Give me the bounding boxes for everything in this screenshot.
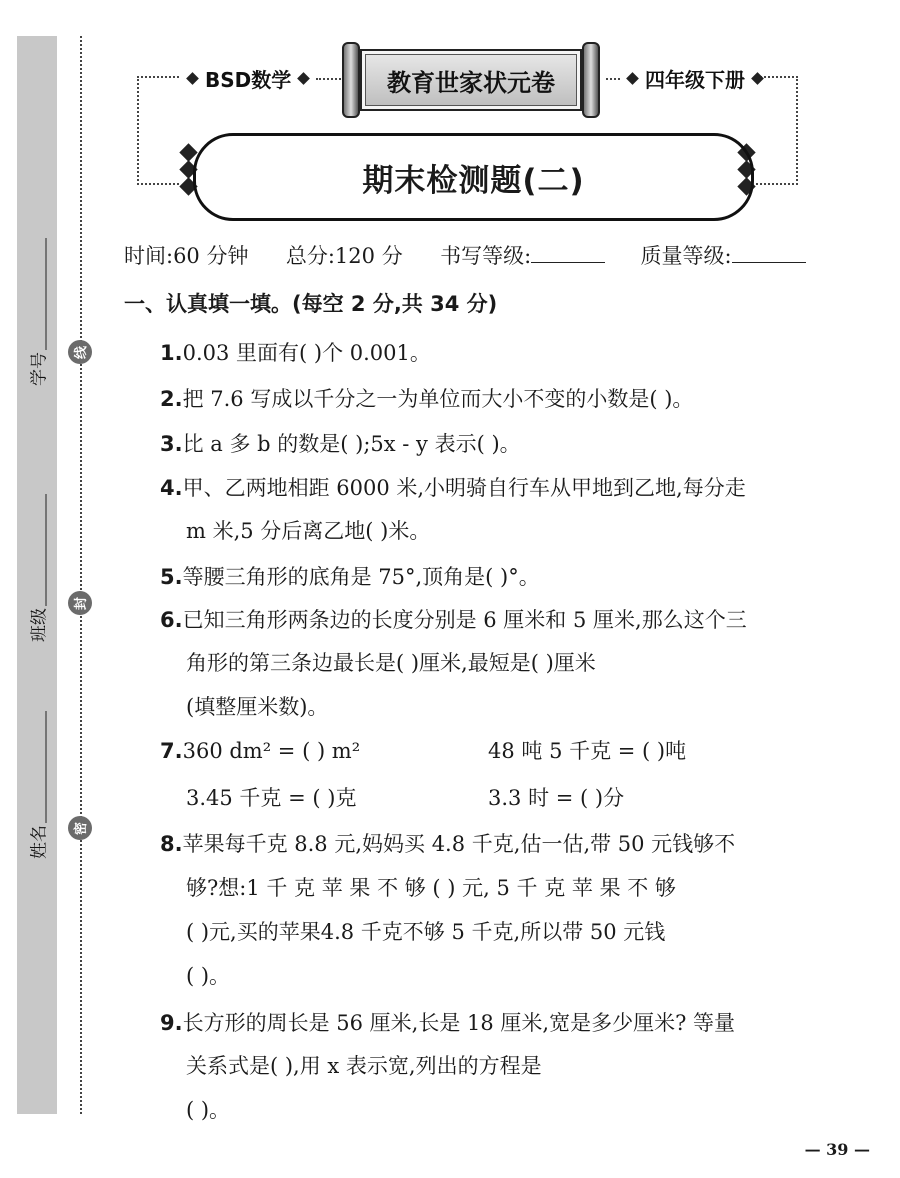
left-bracket — [137, 76, 179, 185]
q7-part-d[interactable]: 3.3 时 = ( )分 — [488, 786, 625, 810]
question-4-cont[interactable]: m 米,5 分后离乙地( )米。 — [186, 519, 431, 543]
question-8-line4[interactable]: ( )。 — [186, 964, 231, 988]
question-8[interactable]: 8.苹果每千克 8.8 元,妈妈买 4.8 千克,估一估,带 50 元钱够不 — [160, 832, 736, 856]
question-6-cont[interactable]: 角形的第三条边最长是( )厘米,最短是( )厘米 — [186, 651, 596, 675]
subject-tag: BSD数学 — [180, 64, 344, 93]
diamond-icon — [626, 72, 639, 85]
quality-grade-label: 质量等级: — [640, 244, 732, 268]
grade-tag: 四年级下册 — [606, 64, 770, 93]
class-field[interactable] — [25, 494, 50, 642]
question-2[interactable]: 2.把 7.6 写成以千分之一为单位而大小不变的小数是( )。 — [160, 387, 694, 411]
scroll-roll-left — [342, 42, 360, 118]
seal-line-badge: 线 — [68, 340, 92, 364]
question-9-line3[interactable]: ( )。 — [186, 1098, 231, 1122]
student-id-field[interactable] — [25, 238, 50, 386]
writing-grade-label: 书写等级: — [440, 244, 532, 268]
class-blank[interactable] — [28, 494, 47, 606]
q7-part-c[interactable]: 3.45 千克 = ( )克 — [186, 786, 357, 810]
seal-seal-badge: 封 — [68, 591, 92, 615]
question-6-note: (填整厘米数)。 — [186, 695, 329, 719]
question-4[interactable]: 4.甲、乙两地相距 6000 米,小明骑自行车从甲地到乙地,每分走 — [160, 476, 746, 500]
scroll-roll-right — [582, 42, 600, 118]
question-1[interactable]: 1.0.03 里面有( )个 0.001。 — [160, 341, 431, 365]
diamond-icon — [297, 72, 310, 85]
series-title: 教育世家状元卷 — [360, 49, 582, 111]
writing-grade-blank[interactable] — [531, 244, 605, 263]
seal-secret-badge: 密 — [68, 816, 92, 840]
question-8-line3[interactable]: ( )元,买的苹果4.8 千克不够 5 千克,所以带 50 元钱 — [186, 920, 666, 944]
name-blank[interactable] — [28, 711, 47, 823]
student-id-label: 学号 — [29, 352, 50, 386]
info-row — [124, 244, 806, 267]
diamond-icon — [186, 72, 199, 85]
series-banner — [342, 45, 600, 115]
page-number: — 39 — — [804, 1140, 870, 1159]
question-9-line2[interactable]: 关系式是( ),用 x 表示宽,列出的方程是 — [186, 1054, 542, 1078]
total-info: 总分:120 分 — [285, 244, 403, 268]
question-8-line2[interactable]: 够?想:1 千 克 苹 果 不 够 ( ) 元, 5 千 克 苹 果 不 够 — [186, 876, 676, 900]
class-label: 班级 — [29, 608, 50, 642]
quality-grade-blank[interactable] — [732, 244, 806, 263]
question-6[interactable]: 6.已知三角形两条边的长度分别是 6 厘米和 5 厘米,那么这个三 — [160, 608, 747, 632]
exam-title: 期末检测题(二) — [362, 162, 585, 199]
name-label: 姓名 — [29, 825, 50, 859]
question-9[interactable]: 9.长方形的周长是 56 厘米,长是 18 厘米,宽是多少厘米? 等量 — [160, 1011, 736, 1035]
time-info: 时间:60 分钟 — [124, 244, 249, 268]
student-id-blank[interactable] — [28, 238, 47, 350]
question-7[interactable]: 7.360 dm² = ( ) m² — [160, 739, 361, 763]
diamond-icon — [751, 72, 764, 85]
q7-part-a[interactable]: 360 dm² = ( ) m² — [182, 739, 361, 763]
section-heading: 一、认真填一填。(每空 2 分,共 34 分) — [124, 292, 498, 316]
exam-title-frame — [193, 133, 754, 221]
q7-part-b[interactable]: 48 吨 5 千克 = ( )吨 — [488, 739, 687, 763]
question-3[interactable]: 3.比 a 多 b 的数是( );5x - y 表示( )。 — [160, 432, 521, 456]
question-5[interactable]: 5.等腰三角形的底角是 75°,顶角是( )°。 — [160, 565, 540, 589]
name-field[interactable] — [25, 711, 50, 859]
cut-line — [80, 36, 82, 1114]
